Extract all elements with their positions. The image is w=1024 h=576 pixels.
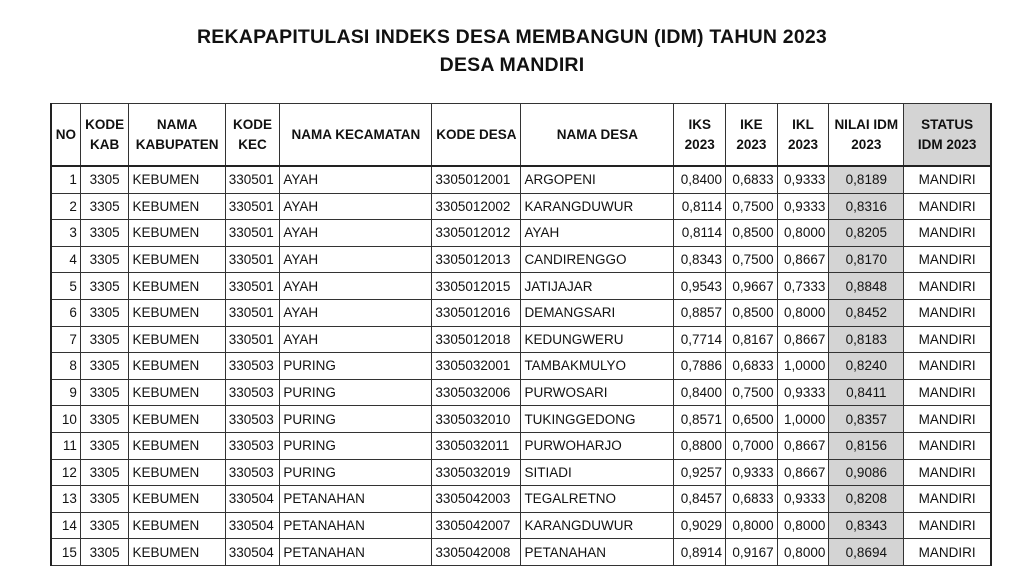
cell-nama-kabupaten: KEBUMEN (129, 299, 225, 326)
cell-kode-kab: 3305 (80, 512, 129, 539)
cell-ikl: 0,8000 (777, 220, 829, 247)
cell-nama-desa: TAMBAKMULYO (521, 353, 674, 380)
cell-no: 4 (51, 246, 80, 273)
cell-nama-desa: AYAH (521, 220, 674, 247)
cell-no: 12 (51, 459, 80, 486)
cell-nilai-idm: 0,8694 (829, 539, 904, 566)
cell-kode-desa: 3305012018 (432, 326, 521, 353)
cell-kode-kec: 330501 (225, 299, 280, 326)
cell-nama-desa: TEGALRETNO (521, 486, 674, 513)
cell-nilai-idm: 0,8189 (829, 166, 904, 193)
cell-kode-kab: 3305 (80, 406, 129, 433)
cell-ikl: 0,9333 (777, 193, 829, 220)
table-row (51, 459, 991, 486)
table-row (51, 273, 991, 300)
header-kode-desa: KODE DESA (432, 104, 521, 167)
table-row (51, 486, 991, 513)
cell-nama-kecamatan: AYAH (280, 220, 432, 247)
cell-nama-kabupaten: KEBUMEN (129, 406, 225, 433)
cell-kode-kab: 3305 (80, 432, 129, 459)
cell-no: 5 (51, 273, 80, 300)
cell-nama-kecamatan: PETANAHAN (280, 512, 432, 539)
cell-no: 7 (51, 326, 80, 353)
cell-kode-desa: 3305042007 (432, 512, 521, 539)
cell-ike: 0,6833 (726, 486, 778, 513)
cell-kode-desa: 3305012013 (432, 246, 521, 273)
cell-no: 8 (51, 353, 80, 380)
cell-status: MANDIRI (904, 486, 991, 513)
cell-ike: 0,8500 (726, 220, 778, 247)
table-row (51, 512, 991, 539)
cell-nama-desa: DEMANGSARI (521, 299, 674, 326)
cell-kode-kab: 3305 (80, 273, 129, 300)
cell-no: 3 (51, 220, 80, 247)
cell-status: MANDIRI (904, 220, 991, 247)
cell-kode-kec: 330503 (225, 406, 280, 433)
header-nilai-idm: NILAI IDM 2023 (829, 104, 904, 167)
cell-iks: 0,7714 (674, 326, 726, 353)
cell-no: 2 (51, 193, 80, 220)
cell-kode-desa: 3305012016 (432, 299, 521, 326)
cell-nilai-idm: 0,8452 (829, 299, 904, 326)
table-row (51, 379, 991, 406)
cell-kode-kec: 330501 (225, 273, 280, 300)
cell-iks: 0,8114 (674, 193, 726, 220)
table-row (51, 539, 991, 566)
table-row (51, 326, 991, 353)
cell-kode-kab: 3305 (80, 246, 129, 273)
cell-nama-kabupaten: KEBUMEN (129, 379, 225, 406)
cell-nama-kabupaten: KEBUMEN (129, 326, 225, 353)
cell-kode-kec: 330503 (225, 353, 280, 380)
cell-nama-kecamatan: AYAH (280, 246, 432, 273)
cell-iks: 0,9543 (674, 273, 726, 300)
cell-nama-kabupaten: KEBUMEN (129, 193, 225, 220)
cell-nilai-idm: 0,8240 (829, 353, 904, 380)
cell-iks: 0,8114 (674, 220, 726, 247)
cell-nama-desa: TUKINGGEDONG (521, 406, 674, 433)
cell-ikl: 0,8000 (777, 512, 829, 539)
cell-no: 6 (51, 299, 80, 326)
cell-status: MANDIRI (904, 432, 991, 459)
cell-kode-desa: 3305032019 (432, 459, 521, 486)
cell-nama-kabupaten: KEBUMEN (129, 459, 225, 486)
header-nama-desa: NAMA DESA (521, 104, 674, 167)
header-kode-kab: KODE KAB (80, 104, 129, 167)
cell-nilai-idm: 0,8208 (829, 486, 904, 513)
cell-ike: 0,6833 (726, 166, 778, 193)
cell-ikl: 0,8667 (777, 459, 829, 486)
cell-status: MANDIRI (904, 246, 991, 273)
header-ikl: IKL 2023 (777, 104, 829, 167)
cell-no: 1 (51, 166, 80, 193)
cell-kode-kec: 330503 (225, 432, 280, 459)
cell-status: MANDIRI (904, 406, 991, 433)
cell-ikl: 0,8667 (777, 246, 829, 273)
cell-nama-desa: KARANGDUWUR (521, 193, 674, 220)
cell-nama-kabupaten: KEBUMEN (129, 246, 225, 273)
cell-nama-desa: KEDUNGWERU (521, 326, 674, 353)
cell-iks: 0,8343 (674, 246, 726, 273)
cell-kode-kec: 330504 (225, 486, 280, 513)
cell-ikl: 0,9333 (777, 166, 829, 193)
cell-ike: 0,7500 (726, 193, 778, 220)
cell-ike: 0,9333 (726, 459, 778, 486)
cell-iks: 0,8914 (674, 539, 726, 566)
cell-ike: 0,7500 (726, 246, 778, 273)
cell-iks: 0,7886 (674, 353, 726, 380)
header-no: NO (51, 104, 80, 167)
cell-nilai-idm: 0,8170 (829, 246, 904, 273)
cell-ike: 0,8167 (726, 326, 778, 353)
cell-kode-kec: 330504 (225, 512, 280, 539)
cell-iks: 0,8457 (674, 486, 726, 513)
cell-status: MANDIRI (904, 273, 991, 300)
table-row (51, 220, 991, 247)
cell-kode-kec: 330501 (225, 220, 280, 247)
cell-ike: 0,7000 (726, 432, 778, 459)
cell-nilai-idm: 0,8848 (829, 273, 904, 300)
cell-ikl: 1,0000 (777, 406, 829, 433)
cell-status: MANDIRI (904, 166, 991, 193)
cell-kode-kab: 3305 (80, 193, 129, 220)
cell-nilai-idm: 0,8357 (829, 406, 904, 433)
table-row (51, 166, 991, 193)
cell-iks: 0,9029 (674, 512, 726, 539)
cell-ike: 0,9167 (726, 539, 778, 566)
cell-nama-kecamatan: PURING (280, 432, 432, 459)
cell-nama-kecamatan: AYAH (280, 193, 432, 220)
cell-nama-kabupaten: KEBUMEN (129, 539, 225, 566)
cell-status: MANDIRI (904, 459, 991, 486)
cell-status: MANDIRI (904, 379, 991, 406)
cell-nama-kabupaten: KEBUMEN (129, 486, 225, 513)
cell-no: 10 (51, 406, 80, 433)
cell-iks: 0,9257 (674, 459, 726, 486)
cell-kode-kec: 330501 (225, 193, 280, 220)
cell-kode-kab: 3305 (80, 353, 129, 380)
cell-nama-kecamatan: AYAH (280, 326, 432, 353)
cell-kode-desa: 3305042003 (432, 486, 521, 513)
cell-status: MANDIRI (904, 353, 991, 380)
cell-nama-kabupaten: KEBUMEN (129, 432, 225, 459)
cell-ike: 0,6500 (726, 406, 778, 433)
cell-kode-kab: 3305 (80, 459, 129, 486)
cell-status: MANDIRI (904, 299, 991, 326)
table-row (51, 432, 991, 459)
cell-ike: 0,7500 (726, 379, 778, 406)
cell-kode-desa: 3305012015 (432, 273, 521, 300)
cell-nama-desa: KARANGDUWUR (521, 512, 674, 539)
cell-nama-kabupaten: KEBUMEN (129, 273, 225, 300)
cell-ike: 0,9667 (726, 273, 778, 300)
cell-kode-desa: 3305032010 (432, 406, 521, 433)
cell-kode-desa: 3305032001 (432, 353, 521, 380)
table-row (51, 406, 991, 433)
cell-kode-desa: 3305032011 (432, 432, 521, 459)
cell-iks: 0,8571 (674, 406, 726, 433)
cell-nama-kecamatan: PURING (280, 406, 432, 433)
cell-status: MANDIRI (904, 512, 991, 539)
header-iks: IKS 2023 (674, 104, 726, 167)
cell-nilai-idm: 0,8183 (829, 326, 904, 353)
cell-kode-kab: 3305 (80, 220, 129, 247)
cell-no: 13 (51, 486, 80, 513)
header-nama-kecamatan: NAMA KECAMATAN (280, 104, 432, 167)
idm-table (50, 103, 992, 566)
cell-kode-desa: 3305012012 (432, 220, 521, 247)
cell-nama-kecamatan: AYAH (280, 273, 432, 300)
cell-kode-kec: 330501 (225, 166, 280, 193)
cell-kode-kec: 330503 (225, 459, 280, 486)
cell-no: 9 (51, 379, 80, 406)
cell-nilai-idm: 0,8205 (829, 220, 904, 247)
cell-no: 14 (51, 512, 80, 539)
cell-kode-kec: 330501 (225, 326, 280, 353)
cell-nilai-idm: 0,9086 (829, 459, 904, 486)
cell-nama-kabupaten: KEBUMEN (129, 220, 225, 247)
cell-iks: 0,8857 (674, 299, 726, 326)
table-row (51, 353, 991, 380)
cell-kode-kab: 3305 (80, 379, 129, 406)
cell-nama-kecamatan: PETANAHAN (280, 539, 432, 566)
header-nama-kabupaten: NAMA KABUPATEN (129, 104, 225, 167)
cell-nama-desa: PETANAHAN (521, 539, 674, 566)
cell-nama-kabupaten: KEBUMEN (129, 353, 225, 380)
cell-nama-kabupaten: KEBUMEN (129, 166, 225, 193)
cell-nama-desa: PURWOHARJO (521, 432, 674, 459)
cell-ike: 0,6833 (726, 353, 778, 380)
header-row (51, 104, 991, 167)
cell-kode-kab: 3305 (80, 539, 129, 566)
cell-ikl: 0,9333 (777, 486, 829, 513)
cell-nilai-idm: 0,8343 (829, 512, 904, 539)
cell-nama-kabupaten: KEBUMEN (129, 512, 225, 539)
cell-nama-desa: ARGOPENI (521, 166, 674, 193)
cell-nilai-idm: 0,8411 (829, 379, 904, 406)
cell-nama-desa: JATIJAJAR (521, 273, 674, 300)
cell-ike: 0,8500 (726, 299, 778, 326)
cell-status: MANDIRI (904, 539, 991, 566)
table-row (51, 246, 991, 273)
cell-nama-kecamatan: PURING (280, 379, 432, 406)
cell-no: 11 (51, 432, 80, 459)
cell-nama-desa: CANDIRENGGO (521, 246, 674, 273)
cell-nama-kecamatan: PURING (280, 353, 432, 380)
cell-kode-kec: 330503 (225, 379, 280, 406)
cell-kode-kec: 330504 (225, 539, 280, 566)
cell-nama-kecamatan: AYAH (280, 166, 432, 193)
cell-nama-kecamatan: AYAH (280, 299, 432, 326)
cell-ikl: 0,8667 (777, 432, 829, 459)
cell-kode-kec: 330501 (225, 246, 280, 273)
table-row (51, 193, 991, 220)
cell-kode-kab: 3305 (80, 326, 129, 353)
header-kode-kec: KODE KEC (225, 104, 280, 167)
cell-status: MANDIRI (904, 326, 991, 353)
cell-iks: 0,8400 (674, 166, 726, 193)
cell-nilai-idm: 0,8156 (829, 432, 904, 459)
cell-kode-desa: 3305032006 (432, 379, 521, 406)
cell-nilai-idm: 0,8316 (829, 193, 904, 220)
document-subtitle: DESA MANDIRI (439, 54, 585, 76)
cell-kode-desa: 3305012001 (432, 166, 521, 193)
cell-nama-kecamatan: PURING (280, 459, 432, 486)
document-title: REKAPAPITULASI INDEKS DESA MEMBANGUN (IDM) TAHUN 2023 (197, 26, 827, 48)
cell-ikl: 0,9333 (777, 379, 829, 406)
cell-kode-kab: 3305 (80, 299, 129, 326)
cell-kode-desa: 3305042008 (432, 539, 521, 566)
cell-iks: 0,8400 (674, 379, 726, 406)
cell-iks: 0,8800 (674, 432, 726, 459)
cell-kode-desa: 3305012002 (432, 193, 521, 220)
cell-ikl: 0,7333 (777, 273, 829, 300)
cell-ikl: 0,8000 (777, 539, 829, 566)
header-status: STATUS IDM 2023 (904, 104, 991, 167)
cell-nama-kecamatan: PETANAHAN (280, 486, 432, 513)
cell-kode-kab: 3305 (80, 486, 129, 513)
cell-ike: 0,8000 (726, 512, 778, 539)
cell-no: 15 (51, 539, 80, 566)
cell-status: MANDIRI (904, 193, 991, 220)
header-ike: IKE 2023 (726, 104, 778, 167)
cell-kode-kab: 3305 (80, 166, 129, 193)
table-row (51, 299, 991, 326)
cell-ikl: 0,8000 (777, 299, 829, 326)
cell-ikl: 0,8667 (777, 326, 829, 353)
cell-ikl: 1,0000 (777, 353, 829, 380)
cell-nama-desa: SITIADI (521, 459, 674, 486)
cell-nama-desa: PURWOSARI (521, 379, 674, 406)
